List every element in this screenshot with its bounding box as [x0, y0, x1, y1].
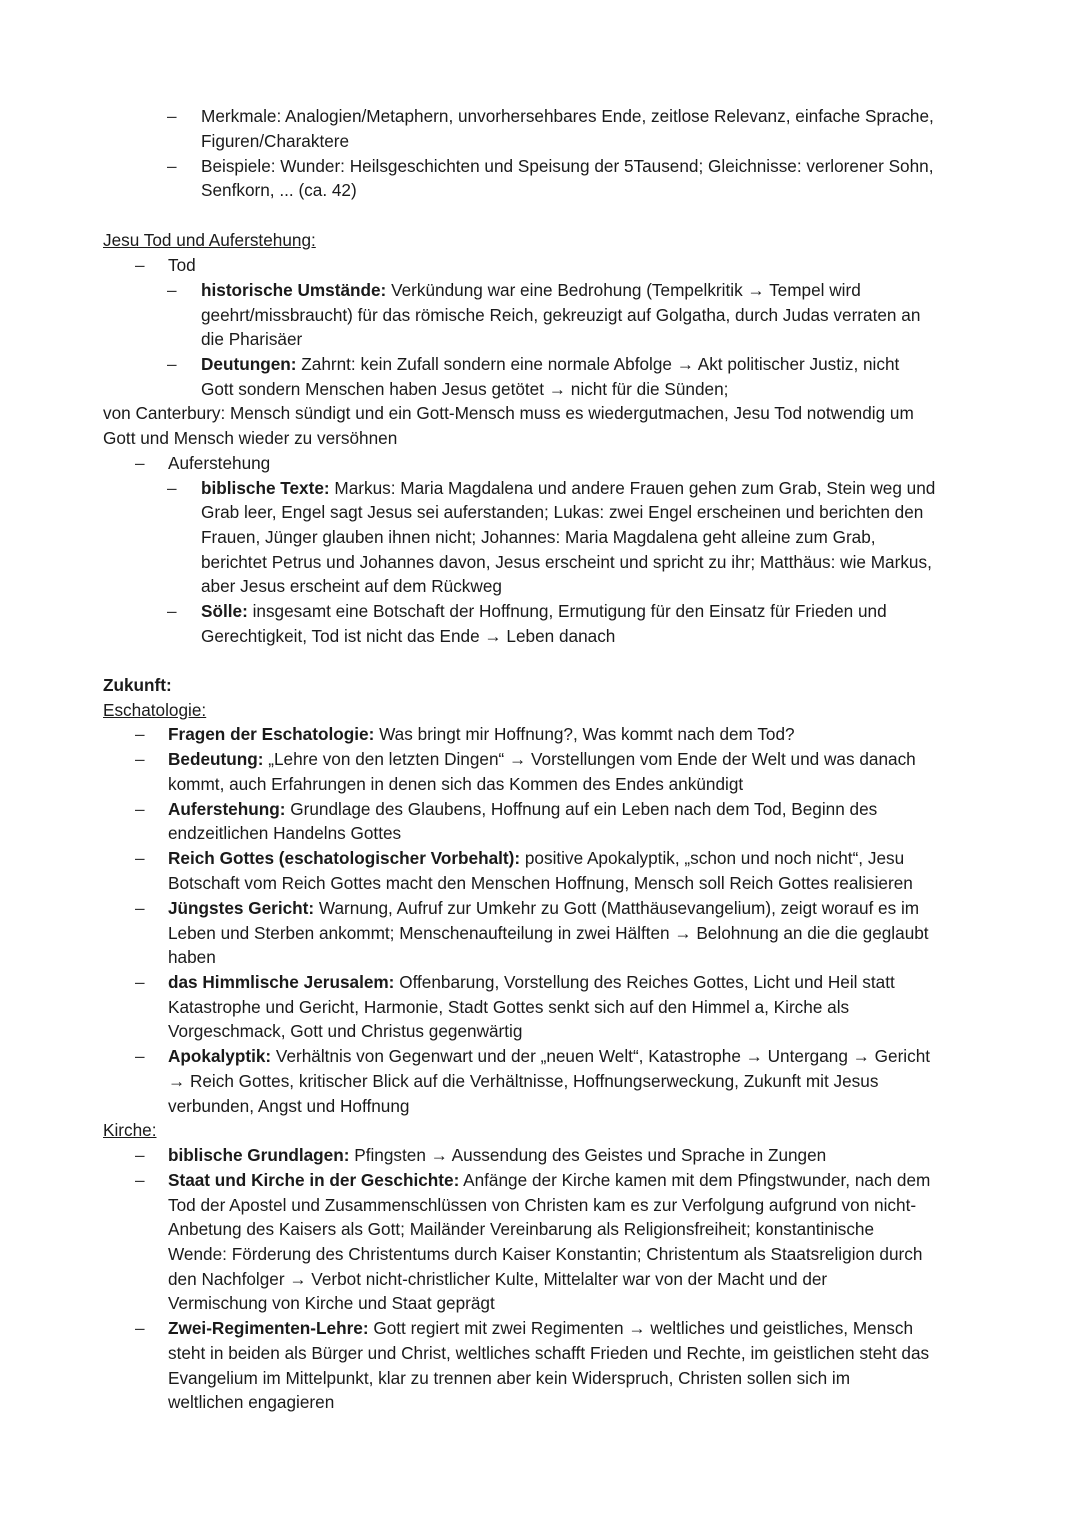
- bullet-dash: –: [167, 354, 177, 374]
- bullet-dash: –: [135, 749, 145, 769]
- apokalyptik-line: [168, 1044, 930, 1069]
- fragen-line: [168, 722, 795, 747]
- text-line: Gott sondern Menschen haben Jesus getötet → nicht für die Sünden;: [201, 379, 729, 399]
- term-bold: Apokalyptik:: [168, 1046, 272, 1066]
- bullet-dash: –: [167, 280, 177, 300]
- term-text: Verhältnis von Gegenwart und der „neuen Welt“, Katastrophe → Untergang → Gericht: [271, 1046, 931, 1066]
- bullet-dash: –: [167, 478, 177, 498]
- text-line: Katastrophe und Gericht, Harmonie, Stadt Gottes senkt sich auf den Himmel a, Kirche als: [168, 997, 850, 1017]
- merkmale-line: Merkmale: Analogien/Metaphern, unvorhersehbares Ende, zeitlose Relevanz, einfache Sprache,: [201, 106, 934, 126]
- term-text: Markus: Maria Magdalena und andere Frauen gehen zum Grab, Stein weg und: [329, 478, 936, 498]
- term-bold: biblische Texte:: [201, 478, 330, 498]
- section-heading-zukunft: Zukunft:: [103, 675, 172, 695]
- text-line: Tod der Apostel und Zusammenschlüssen von Christen kam es zur Verfolgung aufgrund von nicht-: [168, 1195, 917, 1215]
- text-line: den Nachfolger → Verbot nicht-christlicher Kulte, Mittelalter war von der Macht und der: [168, 1269, 828, 1289]
- term-bold: das Himmlische Jerusalem:: [168, 972, 395, 992]
- term-bold: biblische Grundlagen:: [168, 1145, 350, 1165]
- subheading-eschatologie: Eschatologie:: [103, 700, 207, 720]
- term-bold: Zwei-Regimenten-Lehre:: [168, 1318, 369, 1338]
- text-line: weltlichen engagieren: [168, 1392, 335, 1412]
- term-bold: historische Umstände:: [201, 280, 387, 300]
- auferstehung-item: Auferstehung: [168, 453, 271, 473]
- biblische-grundlagen-line: [168, 1143, 826, 1168]
- text-line: Vermischung von Kirche und Staat geprägt: [168, 1293, 495, 1313]
- merkmale-continuation: Figuren/Charaktere: [201, 131, 350, 151]
- soelle-line: [201, 599, 887, 624]
- text-line: aber Jesus erscheint auf dem Rückweg: [201, 576, 502, 596]
- text-line: berichtet Petrus und Johannes davon, Jesus erscheint und spricht zu ihr; Matthäus: wie Markus,: [201, 552, 932, 572]
- text-line: Anbetung des Kaisers als Gott; Mailänder Vereinbarung als Religionsfreiheit; konstantinische: [168, 1219, 875, 1239]
- juengstes-gericht-line: [168, 896, 919, 921]
- subheading-kirche: Kirche:: [103, 1120, 157, 1140]
- term-text: Grundlage des Glaubens, Hoffnung auf ein Leben nach dem Tod, Beginn des: [285, 799, 878, 819]
- text-line: von Canterbury: Mensch sündigt und ein Gott-Mensch muss es wiedergutmachen, Jesu Tod notwendig um: [103, 403, 914, 423]
- bullet-dash: –: [135, 972, 145, 992]
- term-bold: Sölle:: [201, 601, 248, 621]
- term-bold: Bedeutung:: [168, 749, 264, 769]
- bullet-dash: –: [135, 1318, 145, 1338]
- term-bold: Deutungen:: [201, 354, 297, 374]
- text-line: Gerechtigkeit, Tod ist nicht das Ende → Leben danach: [201, 626, 616, 646]
- bullet-dash: –: [135, 255, 145, 275]
- section-heading-tod: Jesu Tod und Auferstehung:: [103, 230, 316, 250]
- biblische-texte-line: [201, 476, 935, 501]
- term-text: positive Apokalyptik, „schon und noch nicht“, Jesu: [520, 848, 905, 868]
- auferstehung-eschatologie-line: [168, 797, 877, 822]
- term-text: Was bringt mir Hoffnung?, Was kommt nach dem Tod?: [374, 724, 795, 744]
- term-bold: Reich Gottes (eschatologischer Vorbehalt):: [168, 848, 521, 868]
- bullet-dash: –: [135, 898, 145, 918]
- staat-kirche-line: [168, 1168, 930, 1193]
- text-line: kommt, auch Erfahrungen in denen sich das Kommen des Endes ankündigt: [168, 774, 744, 794]
- term-text: insgesamt eine Botschaft der Hoffnung, Ermutigung für den Einsatz für Frieden und: [247, 601, 887, 621]
- text-line: endzeitlichen Handelns Gottes: [168, 823, 402, 843]
- text-line: die Pharisäer: [201, 329, 303, 349]
- historische-umstaende-line: [201, 278, 861, 303]
- reich-gottes-line: [168, 846, 904, 871]
- text-line: verbunden, Angst und Hoffnung: [168, 1096, 410, 1116]
- text-line: geehrt/missbraucht) für das römische Reich, gekreuzigt auf Golgatha, durch Judas verraten an: [201, 305, 921, 325]
- text-line: Gott und Mensch wieder zu versöhnen: [103, 428, 398, 448]
- bullet-dash: –: [135, 1145, 145, 1165]
- text-line: Leben und Sterben ankommt; Menschenaufteilung in zwei Hälften → Belohnung an die die geglaubt: [168, 923, 929, 943]
- term-text: „Lehre von den letzten Dingen“ → Vorstellungen vom Ende der Welt und was danach: [263, 749, 916, 769]
- term-text: Warnung, Aufruf zur Umkehr zu Gott (Matthäusevangelium), zeigt worauf es im: [314, 898, 920, 918]
- tod-item: Tod: [168, 255, 196, 275]
- text-line: → Reich Gottes, kritischer Blick auf die Verhältnisse, Hoffnungserweckung, Zukunft mit Jesus: [168, 1071, 879, 1091]
- text-line: Grab leer, Engel sagt Jesus sei auferstanden; Lukas: zwei Engel erscheinen und berichten den: [201, 502, 924, 522]
- text-line: Wende: Förderung des Christentums durch Kaiser Konstantin; Christentum als Staatsreligion durch: [168, 1244, 923, 1264]
- text-line: Evangelium im Mittelpunkt, klar zu trennen aber kein Widerspruch, Christen sollen sich im: [168, 1368, 851, 1388]
- bullet-dash: –: [167, 156, 177, 176]
- text-line: Frauen, Jünger glauben ihnen nicht; Johannes: Maria Magdalena geht alleine zum Grab,: [201, 527, 876, 547]
- term-text: Zahrnt: kein Zufall sondern eine normale Abfolge → Akt politischer Justiz, nicht: [296, 354, 900, 374]
- bullet-dash: –: [135, 724, 145, 744]
- himmlisches-jerusalem-line: [168, 970, 895, 995]
- text-line: steht in beiden als Bürger und Christ, weltliches schafft Frieden und Rechte, im geistlichen steht das: [168, 1343, 930, 1363]
- term-bold: Fragen der Eschatologie:: [168, 724, 375, 744]
- bullet-dash: –: [135, 1046, 145, 1066]
- term-bold: Staat und Kirche in der Geschichte:: [168, 1170, 460, 1190]
- bullet-dash: –: [135, 799, 145, 819]
- bullet-dash: –: [167, 106, 177, 126]
- term-text: Offenbarung, Vorstellung des Reiches Gottes, Licht und Heil statt: [394, 972, 895, 992]
- bedeutung-line: [168, 747, 916, 772]
- bullet-dash: –: [135, 848, 145, 868]
- bullet-dash: –: [135, 1170, 145, 1190]
- term-text: Gott regiert mit zwei Regimenten → weltliches und geistliches, Mensch: [368, 1318, 914, 1338]
- deutungen-line: [201, 352, 899, 377]
- text-line: Vorgeschmack, Gott und Christus gegenwärtig: [168, 1021, 523, 1041]
- term-text: Anfänge der Kirche kamen mit dem Pfingstwunder, nach dem: [459, 1170, 931, 1190]
- beispiele-line: Beispiele: Wunder: Heilsgeschichten und Speisung der 5Tausend; Gleichnisse: verlorener Sohn,: [201, 156, 934, 176]
- beispiele-continuation: Senfkorn, ... (ca. 42): [201, 180, 357, 200]
- term-text: Verkündung war eine Bedrohung (Tempelkritik → Tempel wird: [386, 280, 861, 300]
- bullet-dash: –: [135, 453, 145, 473]
- term-bold: Jüngstes Gericht:: [168, 898, 315, 918]
- text-line: haben: [168, 947, 216, 967]
- term-bold: Auferstehung:: [168, 799, 286, 819]
- bullet-dash: –: [167, 601, 177, 621]
- term-text: Pfingsten → Aussendung des Geistes und Sprache in Zungen: [349, 1145, 827, 1165]
- text-line: Botschaft vom Reich Gottes macht den Menschen Hoffnung, Mensch soll Reich Gottes realisieren: [168, 873, 913, 893]
- zwei-regimenten-line: [168, 1316, 913, 1341]
